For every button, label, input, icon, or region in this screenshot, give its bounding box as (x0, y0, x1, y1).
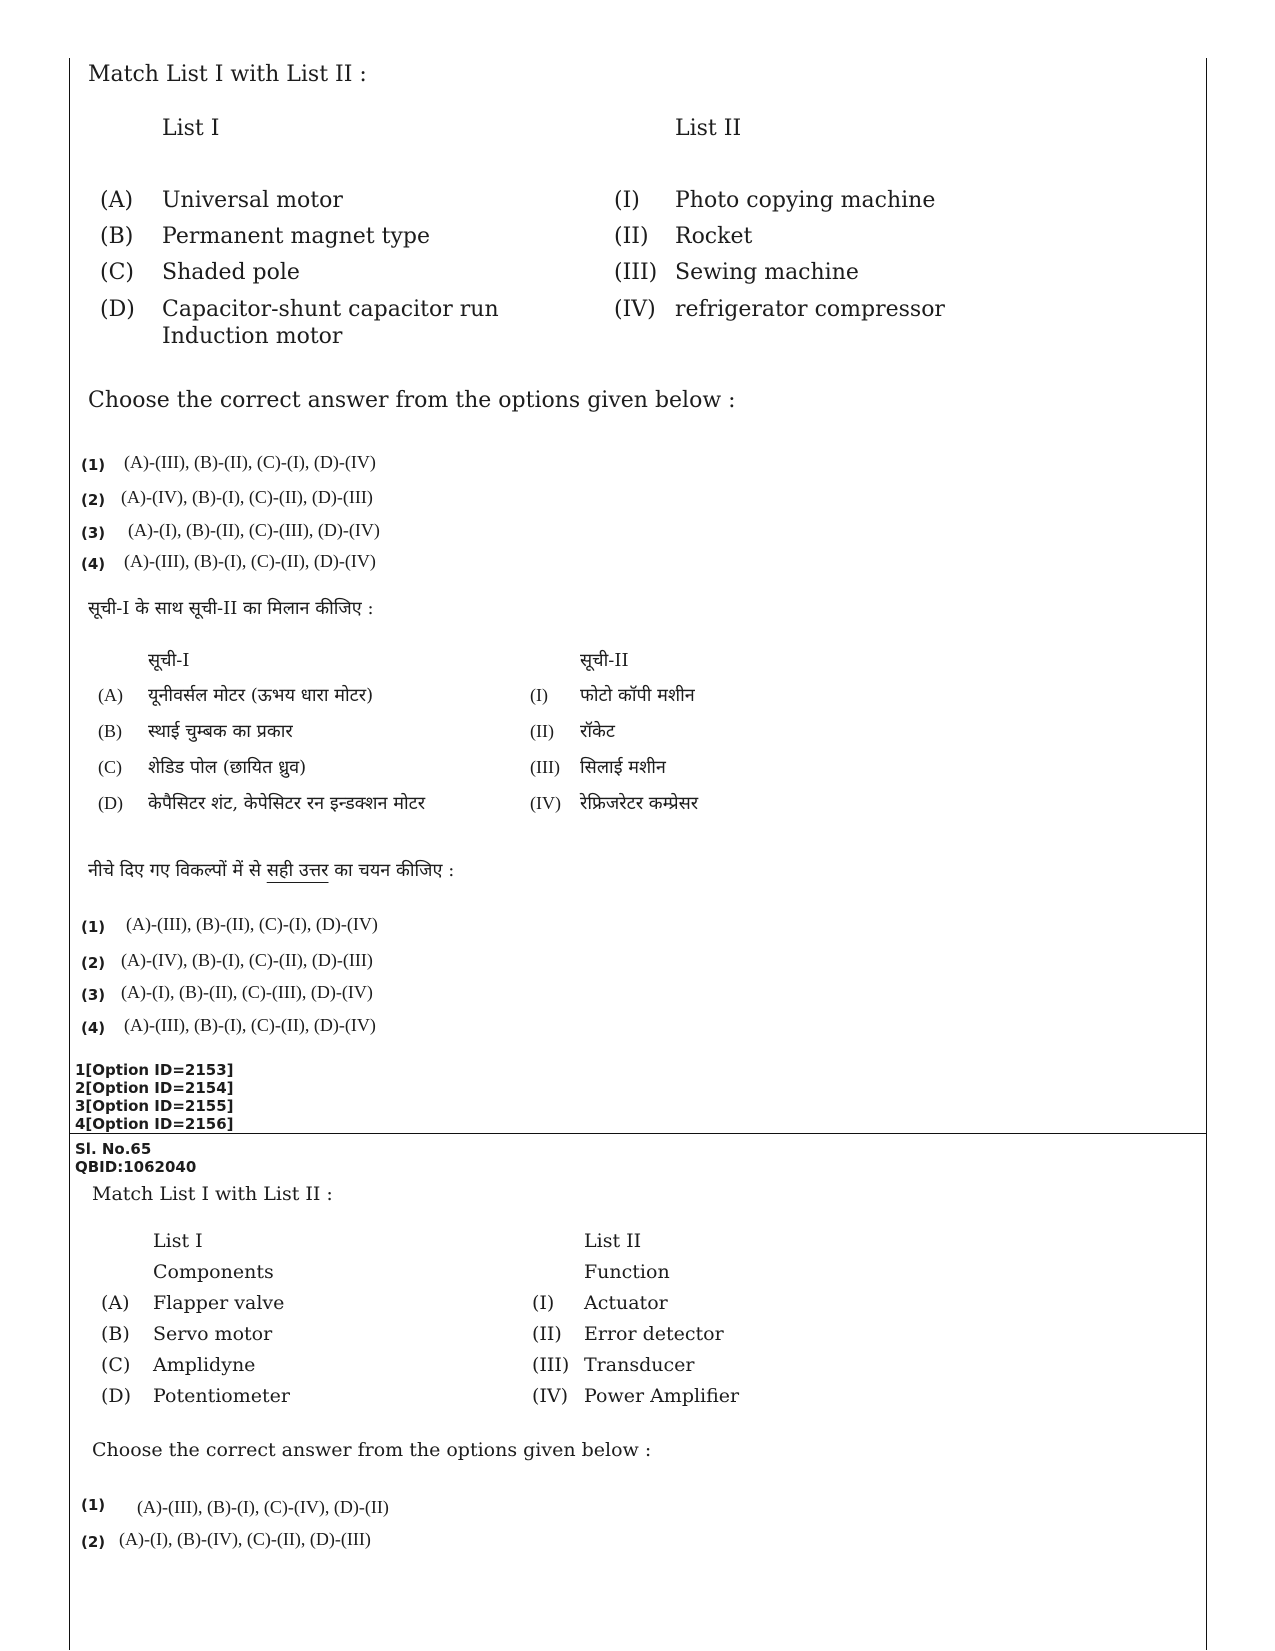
q65-heading: Match List I with List II : (92, 1183, 333, 1205)
option-id: 1[Option ID=2153] (75, 1061, 234, 1079)
option-number: (1) (81, 456, 106, 474)
q64-list1-header: List I (162, 116, 220, 141)
q64-list1-item: Universal motor (162, 188, 343, 213)
q65-list1-item: Amplidyne (153, 1354, 256, 1376)
q64-list2-label: (II) (614, 224, 649, 249)
q64-hi-list2-item: रेफ्रिजरेटर कम्प्रेसर (580, 793, 699, 814)
q64-list1-label: (C) (100, 260, 134, 285)
q65-list2-label: (II) (532, 1323, 562, 1345)
q64-list2-item: Photo copying machine (675, 188, 936, 213)
option-text: (A)-(III), (B)-(II), (C)-(I), (D)-(IV) (126, 914, 378, 934)
serial-number: Sl. No.65 (75, 1140, 152, 1158)
q64-hi-list2-label: (IV) (530, 793, 561, 813)
q64-hi-heading: सूची-I के साथ सूची-II का मिलान कीजिए : (88, 598, 374, 619)
q65-meta (75, 1140, 196, 1176)
option-number: (4) (81, 555, 106, 573)
q64-hi-list2-item: रॉकेट (580, 721, 615, 742)
option-text: (A)-(III), (B)-(II), (C)-(I), (D)-(IV) (124, 452, 376, 472)
option-text: (A)-(III), (B)-(I), (C)-(IV), (D)-(II) (137, 1497, 389, 1517)
q65-list2-label: (IV) (532, 1385, 569, 1407)
option-text: (A)-(I), (B)-(II), (C)-(III), (D)-(IV) (128, 520, 380, 540)
q64-hi-choose-underlined: सही उत्तर (266, 860, 329, 881)
q64-hi-list1-item: शेडिड पोल (छायित ध्रुव) (148, 757, 307, 778)
option-number: (1) (81, 918, 106, 936)
q64-hi-list1-item: यूनीवर्सल मोटर (ऊभय धारा मोटर) (148, 685, 374, 706)
q64-hi-list1-label: (A) (98, 685, 123, 705)
option-text: (A)-(IV), (B)-(I), (C)-(II), (D)-(III) (121, 950, 373, 970)
question-divider (70, 1133, 1206, 1134)
option-id-list (75, 1061, 234, 1133)
q65-choose-text: Choose the correct answer from the options given below : (92, 1439, 652, 1461)
q65-list1-item: Flapper valve (153, 1292, 285, 1314)
q64-hi-list1-item: स्थाई चुम्बक का प्रकार (148, 721, 293, 742)
q64-list1-label: (D) (100, 297, 135, 322)
q65-list1-subheader: Components (153, 1261, 274, 1283)
q64-hi-list2-item: फोटो कॉपी मशीन (580, 685, 695, 706)
q65-list1-header: List I (153, 1230, 203, 1252)
q64-list1-label: (B) (100, 224, 134, 249)
q65-list1-label: (D) (101, 1385, 132, 1407)
q64-list2-item: Sewing machine (675, 260, 859, 285)
option-text: (A)-(III), (B)-(I), (C)-(II), (D)-(IV) (124, 551, 376, 571)
q64-list2-label: (IV) (614, 297, 656, 322)
option-text: (A)-(I), (B)-(IV), (C)-(II), (D)-(III) (119, 1529, 371, 1549)
q64-list1-item-cont: Induction motor (162, 324, 343, 349)
option-number: (1) (81, 1496, 106, 1514)
q64-hi-choose-text (88, 858, 454, 882)
option-number: (4) (81, 1019, 106, 1037)
q65-list1-label: (C) (101, 1354, 131, 1376)
q64-list1-item: Capacitor-shunt capacitor run (162, 297, 499, 322)
q65-list2-label: (I) (532, 1292, 555, 1314)
q64-hi-list2-header: सूची-II (580, 650, 629, 671)
option-number: (3) (81, 524, 106, 542)
q65-list2-item: Actuator (584, 1292, 668, 1314)
q65-list2-item: Error detector (584, 1323, 724, 1345)
q64-choose-text: Choose the correct answer from the options given below : (88, 388, 736, 413)
option-id: 3[Option ID=2155] (75, 1097, 234, 1115)
qbid: QBID:1062040 (75, 1158, 197, 1176)
option-text: (A)-(IV), (B)-(I), (C)-(II), (D)-(III) (121, 487, 373, 507)
q65-list2-item: Power Amplifier (584, 1385, 740, 1407)
option-id: 4[Option ID=2156] (75, 1115, 234, 1133)
q64-hi-list1-header: सूची-I (148, 650, 190, 671)
q65-list1-item: Potentiometer (153, 1385, 290, 1407)
option-text: (A)-(I), (B)-(II), (C)-(III), (D)-(IV) (121, 982, 373, 1002)
q64-list2-item: refrigerator compressor (675, 297, 945, 322)
q65-list2-label: (III) (532, 1354, 570, 1376)
q64-hi-list1-item: केपैसिटर शंट, केपेसिटर रन इन्डक्शन मोटर (148, 793, 426, 814)
option-text: (A)-(III), (B)-(I), (C)-(II), (D)-(IV) (124, 1015, 376, 1035)
page-left-border (69, 58, 70, 1650)
q64-list1-label: (A) (100, 188, 134, 213)
option-number: (2) (81, 491, 106, 509)
q64-hi-list2-label: (I) (530, 685, 548, 705)
option-number: (2) (81, 954, 106, 972)
option-number: (3) (81, 986, 106, 1004)
q65-list1-label: (B) (101, 1323, 130, 1345)
q64-hi-choose-pre: नीचे दिए गए विकल्पों में से (88, 860, 267, 881)
q64-hi-list2-item: सिलाई मशीन (580, 757, 666, 778)
q65-list2-subheader: Function (584, 1261, 670, 1283)
page-right-border (1206, 58, 1207, 1650)
q64-heading: Match List I with List II : (88, 62, 367, 87)
q65-list2-header: List II (584, 1230, 642, 1252)
q65-list1-label: (A) (101, 1292, 130, 1314)
q64-list2-label: (III) (614, 260, 658, 285)
q64-hi-list1-label: (B) (98, 721, 122, 741)
q64-hi-choose-post: का चयन कीजिए : (328, 860, 455, 881)
q64-hi-list2-label: (II) (530, 721, 554, 741)
q64-list2-item: Rocket (675, 224, 753, 249)
q64-hi-list1-label: (D) (98, 793, 123, 813)
option-number: (2) (81, 1533, 106, 1551)
q64-hi-list1-label: (C) (98, 757, 122, 777)
q64-list1-item: Shaded pole (162, 260, 300, 285)
q64-list2-header: List II (675, 116, 742, 141)
q65-list1-item: Servo motor (153, 1323, 273, 1345)
q65-list2-item: Transducer (584, 1354, 695, 1376)
q64-list2-label: (I) (614, 188, 640, 213)
q64-hi-list2-label: (III) (530, 757, 560, 777)
q64-list1-item: Permanent magnet type (162, 224, 430, 249)
option-id: 2[Option ID=2154] (75, 1079, 234, 1097)
